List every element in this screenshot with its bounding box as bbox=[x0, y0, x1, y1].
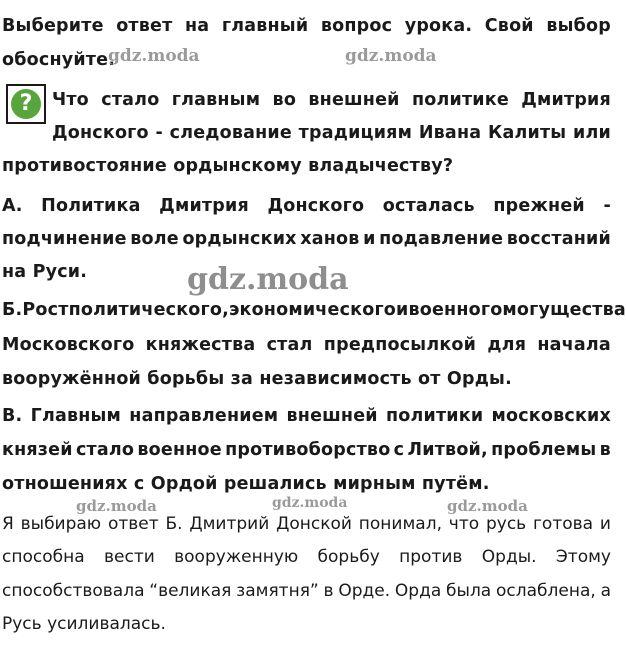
word: Московского bbox=[2, 335, 135, 355]
word: Политика bbox=[41, 196, 141, 216]
word: стало bbox=[75, 440, 135, 460]
word: стало bbox=[101, 90, 160, 110]
word: князей bbox=[2, 440, 73, 460]
word: выбираю bbox=[20, 514, 102, 534]
watermark-2: gdz.moda bbox=[345, 46, 437, 66]
word: и bbox=[363, 229, 376, 249]
word: Что bbox=[52, 90, 89, 110]
question-line-3: противостояние ордынскому владычеству? bbox=[2, 156, 454, 176]
word: военного bbox=[408, 300, 503, 320]
option-c-line-3: отношениях с Ордой решались мирным путём. bbox=[2, 474, 490, 494]
word: Выберите bbox=[2, 16, 104, 36]
word: Б. bbox=[2, 300, 23, 320]
option-c-line-2 bbox=[2, 440, 611, 460]
word: Главным bbox=[30, 406, 122, 426]
word: начала bbox=[537, 335, 611, 355]
word: для bbox=[487, 335, 527, 355]
option-b-line-1 bbox=[2, 300, 626, 320]
word: борьбу bbox=[317, 547, 380, 567]
word: или bbox=[573, 123, 611, 143]
word: предпосылкой bbox=[323, 335, 477, 355]
word: с bbox=[393, 440, 405, 460]
word: в bbox=[323, 581, 334, 601]
word: ответ bbox=[116, 16, 173, 36]
word: Донской bbox=[276, 514, 352, 534]
word: политического, bbox=[68, 300, 229, 320]
word: Калиты bbox=[487, 123, 567, 143]
word: Рост bbox=[22, 300, 69, 320]
word: русь bbox=[485, 514, 527, 534]
word: внешней bbox=[308, 90, 400, 110]
watermark-6: gdz.moda bbox=[447, 497, 528, 515]
option-a-line-3: на Руси. bbox=[2, 262, 88, 282]
question-line-2 bbox=[52, 123, 611, 143]
answer-line-2 bbox=[2, 547, 611, 567]
word: что bbox=[448, 514, 480, 534]
word: ордынских bbox=[182, 229, 297, 249]
option-b-line-2 bbox=[2, 335, 611, 355]
word: воле bbox=[130, 229, 179, 249]
word: вести bbox=[104, 547, 155, 567]
task-line-2: обоснуйте. bbox=[2, 50, 116, 70]
word: А. bbox=[2, 196, 23, 216]
word: готова bbox=[533, 514, 594, 534]
word: княжества bbox=[145, 335, 256, 355]
word: Дмитрий bbox=[189, 514, 270, 534]
word: была bbox=[446, 581, 492, 601]
word: Орда bbox=[394, 581, 442, 601]
word: - bbox=[155, 123, 163, 143]
word: следование bbox=[169, 123, 292, 143]
word: экономического bbox=[228, 300, 397, 320]
word: урока. bbox=[404, 16, 473, 36]
question-mark-glyph: ? bbox=[19, 91, 33, 116]
word: на bbox=[185, 16, 210, 36]
word: понимал, bbox=[358, 514, 442, 534]
word: стал bbox=[266, 335, 313, 355]
word: подавление bbox=[379, 229, 504, 249]
word: во bbox=[272, 90, 297, 110]
word: внешней bbox=[286, 406, 378, 426]
word: в bbox=[599, 440, 611, 460]
word: главный bbox=[221, 16, 309, 36]
word: ханов bbox=[300, 229, 360, 249]
word: восстаний bbox=[506, 229, 611, 249]
word: “великая bbox=[149, 581, 232, 601]
word: противоборство bbox=[225, 440, 391, 460]
word: традициям bbox=[298, 123, 413, 143]
word: главным bbox=[171, 90, 261, 110]
answer-line-1 bbox=[2, 514, 611, 534]
word: Литвой, bbox=[407, 440, 488, 460]
word: против bbox=[399, 547, 463, 567]
watermark-5: gdz.moda bbox=[272, 495, 348, 511]
word: и bbox=[599, 514, 611, 534]
word: московских bbox=[491, 406, 611, 426]
word: Донского bbox=[267, 196, 365, 216]
word: и bbox=[396, 300, 409, 320]
question-icon-circle bbox=[11, 89, 41, 119]
word: прежней bbox=[493, 196, 585, 216]
word: проблемы bbox=[491, 440, 597, 460]
watermark-1: gdz.moda bbox=[108, 46, 200, 66]
word: Б. bbox=[165, 514, 183, 534]
word: Орды. bbox=[481, 547, 537, 567]
word: могущества bbox=[502, 300, 626, 320]
word: - bbox=[603, 196, 611, 216]
word: Этому bbox=[555, 547, 611, 567]
question-line-1 bbox=[52, 90, 611, 110]
word: Ивана bbox=[418, 123, 482, 143]
word: Донского bbox=[52, 123, 149, 143]
option-a-line-1 bbox=[2, 196, 611, 216]
word: ответ bbox=[107, 514, 159, 534]
word: Свой bbox=[484, 16, 534, 36]
word: Я bbox=[2, 514, 14, 534]
watermark-3: gdz.moda bbox=[187, 262, 349, 297]
question-icon bbox=[6, 84, 46, 124]
word: осталась bbox=[382, 196, 475, 216]
word: военное bbox=[137, 440, 222, 460]
option-c-line-1 bbox=[2, 406, 611, 426]
answer-line-4: Русь усиливалась. bbox=[2, 614, 166, 634]
option-a-line-2 bbox=[2, 229, 611, 249]
word: способствовала bbox=[2, 581, 145, 601]
word: направлением bbox=[129, 406, 279, 426]
answer-line-3 bbox=[2, 581, 611, 601]
word: политики bbox=[385, 406, 484, 426]
word: выбор bbox=[546, 16, 611, 36]
word: способна bbox=[2, 547, 85, 567]
word: вооруженную bbox=[174, 547, 299, 567]
word: В. bbox=[2, 406, 23, 426]
word: замятня” bbox=[236, 581, 319, 601]
option-b-line-3: вооружённой борьбы за независимость от Орды. bbox=[2, 369, 512, 389]
word: вопрос bbox=[320, 16, 393, 36]
word: а bbox=[600, 581, 611, 601]
word: подчинение bbox=[2, 229, 127, 249]
word: Дмитрия bbox=[159, 196, 249, 216]
word: Дмитрия bbox=[521, 90, 611, 110]
task-line-1 bbox=[2, 16, 611, 36]
word: Орде. bbox=[338, 581, 391, 601]
watermark-4: gdz.moda bbox=[76, 497, 157, 515]
word: политике bbox=[411, 90, 509, 110]
word: ослаблена, bbox=[496, 581, 596, 601]
